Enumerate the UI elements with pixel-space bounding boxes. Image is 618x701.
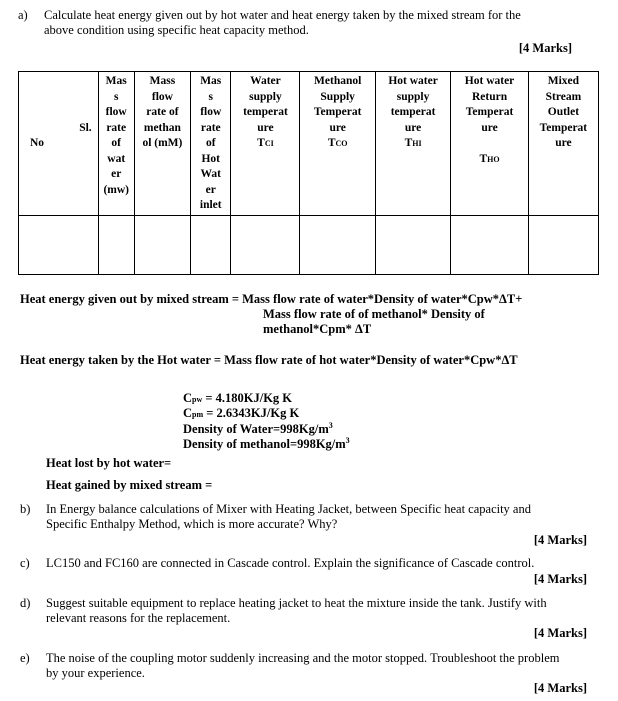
part-e-question [46, 651, 601, 681]
header-line: rate [200, 121, 221, 134]
header-mass-flow-methanol [134, 72, 190, 216]
header-line: temperat [243, 106, 288, 118]
header-line: Outlet [547, 106, 580, 118]
table-cell[interactable] [191, 216, 231, 275]
header-line: Mass [149, 75, 176, 87]
header-line: flow [105, 106, 127, 118]
header-mass-flow-water [98, 72, 134, 216]
header-hot-water-supply-temp [375, 72, 450, 216]
header-line: inlet [199, 199, 222, 211]
header-symbol: THI [404, 137, 422, 149]
header-line: ure [481, 121, 498, 134]
header-line: supply [249, 90, 282, 103]
part-b-question [46, 502, 601, 532]
heat-gained-label: Heat gained by mixed stream = [46, 478, 213, 492]
part-e-marks: [4 Marks] [533, 681, 587, 695]
part-c-question: LC150 and FC160 are connected in Cascade control. Explain the significance of Cascade control. [46, 556, 535, 570]
header-line: er [111, 168, 122, 180]
header-line: Supply [320, 90, 355, 103]
header-sl-no-line-1: Sl. [79, 121, 92, 134]
part-d-marks: [4 Marks] [533, 626, 587, 640]
header-line: rate of [146, 106, 179, 118]
part-b-label: b) [20, 502, 31, 516]
header-line: ure [555, 137, 572, 149]
constant-cpw: Cpw = 4.180KJ/Kg K [183, 391, 293, 405]
header-sl-no [19, 72, 99, 216]
header-line: s [113, 90, 119, 103]
header-line: ure [257, 121, 274, 134]
header-line: Stream [545, 90, 582, 103]
header-line: Temperat [539, 121, 588, 134]
table-cell[interactable] [528, 216, 598, 275]
header-line: Mixed [547, 75, 580, 87]
header-line: Hot water [464, 75, 515, 87]
header-line: supply [396, 90, 430, 103]
header-line: flow [200, 106, 222, 118]
header-line: ure [329, 121, 346, 134]
header-line: Methanol [314, 75, 362, 87]
header-symbol: THO [479, 152, 500, 165]
part-b-line-1: In Energy balance calculations of Mixer with Heating Jacket, between Specific heat capacity and [46, 502, 531, 516]
header-line: er [205, 183, 216, 196]
header-line: of [111, 137, 121, 149]
heat-lost-label: Heat lost by hot water= [46, 456, 172, 470]
table-row [19, 216, 599, 275]
header-line: (mw) [103, 183, 129, 196]
header-line: ol (mM) [142, 137, 183, 149]
part-c-label: c) [20, 556, 30, 570]
header-line: rate [106, 121, 127, 134]
constant-cpm: Cpm = 2.6343KJ/Kg K [183, 406, 300, 420]
table-cell[interactable] [451, 216, 529, 275]
header-line: Mas [200, 75, 222, 87]
part-d-line-2: relevant reasons for the replacement. [46, 611, 231, 625]
constant-density-methanol: Density of $methanol=998Kg/m^3$ [183, 435, 350, 451]
table-cell[interactable] [98, 216, 134, 275]
equation-2: Heat energy taken by the Hot water = Mass flow rate of hot water*Density of water*Cpw*ΔT [20, 353, 518, 367]
header-line: Hot [201, 152, 220, 165]
part-d-line-1: Suggest suitable equipment to replace heating jacket to heat the mixture inside the tank. Justify with [46, 596, 547, 610]
part-d-question [46, 596, 601, 626]
header-line: Hot water [388, 75, 438, 87]
header-line: Temperat [465, 106, 514, 118]
header-hot-water-return-temp [451, 72, 529, 216]
equation-1-line-3: methanol*Cpm* ΔT [263, 322, 372, 336]
part-a-label: a) [18, 8, 28, 22]
part-e-line-1: The noise of the coupling motor suddenly increasing and the motor stopped. Troubleshoot the problem [46, 651, 560, 665]
table-header-row [19, 72, 599, 216]
equation-1-line-1: Heat energy given out by mixed stream = Mass flow rate of water*Density of water*Cpw*ΔT+ [20, 292, 523, 306]
header-line: wat [107, 152, 126, 165]
table-cell[interactable] [300, 216, 375, 275]
header-line: Temperat [313, 106, 362, 118]
header-mass-flow-hot-water [191, 72, 231, 216]
part-d-label: d) [20, 596, 31, 610]
part-a-line-1: Calculate heat energy given out by hot water and heat energy taken by the mixed stream for the [44, 8, 521, 22]
header-line: Wat [200, 168, 221, 180]
part-a-line-2: above condition using specific heat capacity method. [44, 23, 309, 37]
header-line: temperat [390, 106, 436, 118]
header-line: Water [250, 75, 281, 87]
part-b-line-2: Specific Enthalpy Method, which is more accurate? Why? [46, 517, 338, 531]
part-a-marks: [4 Marks] [518, 41, 572, 55]
table-cell[interactable] [375, 216, 450, 275]
header-symbol: TCI [257, 137, 274, 149]
part-c-marks: [4 Marks] [533, 572, 587, 586]
header-line: Mas [105, 75, 127, 87]
table-cell[interactable] [19, 216, 99, 275]
header-methanol-supply-temp [300, 72, 375, 216]
equation-1-line-2: Mass flow rate of of methanol* Density of [263, 307, 485, 321]
header-line: flow [151, 90, 173, 103]
header-line: s [208, 90, 213, 103]
header-symbol: TCO [327, 137, 348, 149]
header-mixed-stream-outlet-temp [528, 72, 598, 216]
part-a-question [44, 8, 604, 38]
part-b-marks: [4 Marks] [533, 533, 587, 547]
data-table [18, 71, 599, 275]
header-sl-no-line-2: No [30, 137, 45, 149]
constant-density-water: Density of $Water=998Kg/m^3$ [183, 420, 333, 436]
header-line: ure [404, 121, 422, 134]
table-cell[interactable] [231, 216, 300, 275]
table-cell[interactable] [134, 216, 190, 275]
header-line: methan [143, 121, 181, 134]
header-line: Return [471, 90, 508, 103]
part-e-line-2: by your experience. [46, 666, 145, 680]
part-e-label: e) [20, 651, 30, 665]
header-line: of [205, 137, 216, 149]
header-water-supply-temp [231, 72, 300, 216]
